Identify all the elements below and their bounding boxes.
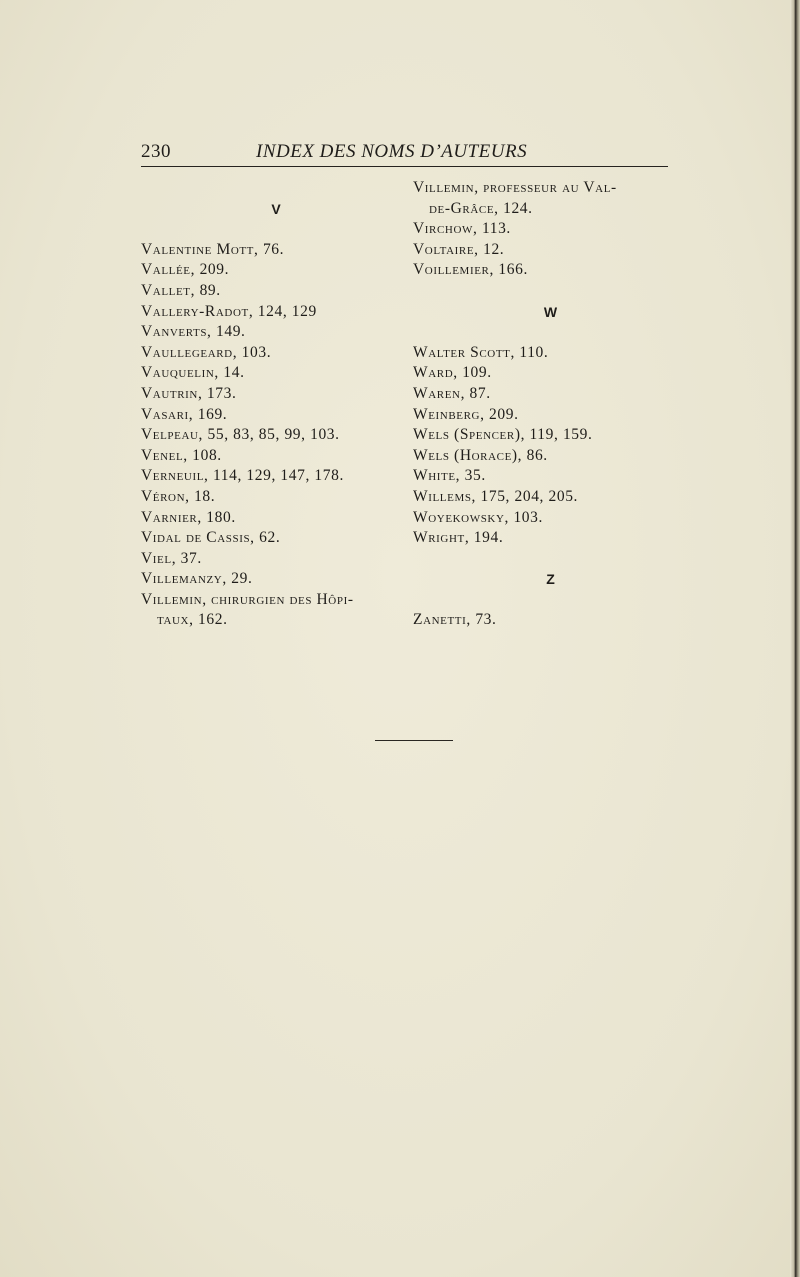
index-entry: Velpeau, 55, 83, 85, 99, 103. bbox=[141, 426, 340, 444]
index-entry: Vallet, 89. bbox=[141, 281, 221, 299]
index-entry: Vasari, 169. bbox=[141, 405, 228, 423]
index-entry: Vallée, 209. bbox=[141, 261, 230, 279]
index-entry: Voltaire, 12. bbox=[413, 240, 505, 258]
index-entry: Woyekowsky, 103. bbox=[413, 508, 543, 526]
page-number: 230 bbox=[141, 141, 171, 162]
index-entry: White, 35. bbox=[413, 467, 486, 485]
index-entry: Venel, 108. bbox=[141, 446, 222, 464]
index-entry: Walter Scott, 110. bbox=[413, 343, 549, 361]
index-entry: Villemin, chirurgien des Hôpi- bbox=[141, 590, 354, 608]
index-entry: Vaullegeard, 103. bbox=[141, 343, 272, 361]
index-entry: Weinberg, 209. bbox=[413, 405, 519, 423]
index-entry-continuation: de-Grâce, 124. bbox=[429, 199, 533, 217]
index-entry: Wels (Spencer), 119, 159. bbox=[413, 426, 593, 444]
index-entry: Viel, 37. bbox=[141, 549, 202, 567]
index-entry: Waren, 87. bbox=[413, 384, 491, 402]
index-column-right bbox=[413, 178, 688, 631]
index-entry: Willems, 175, 204, 205. bbox=[413, 487, 579, 505]
index-entry: Valentine Mott, 76. bbox=[141, 240, 285, 258]
page-title: INDEX DES NOMS D’AUTEURS bbox=[256, 141, 528, 162]
index-entry: Virchow, 113. bbox=[413, 220, 511, 238]
index-entry: Vallery-Radot, 124, 129 bbox=[141, 302, 317, 320]
index-entry: Zanetti, 73. bbox=[413, 611, 497, 629]
index-entry: Wels (Horace), 86. bbox=[413, 446, 548, 464]
index-entry: Verneuil, 114, 129, 147, 178. bbox=[141, 467, 344, 485]
section-letter-v: V bbox=[271, 200, 281, 217]
index-entry: Varnier, 180. bbox=[141, 508, 236, 526]
end-rule bbox=[375, 740, 453, 741]
page-edge bbox=[790, 0, 800, 1277]
index-entry: Vidal de Cassis, 62. bbox=[141, 529, 281, 547]
index-entry: Vauquelin, 14. bbox=[141, 364, 245, 382]
running-header bbox=[141, 141, 666, 167]
index-entry: Villemin, professeur au Val- bbox=[413, 179, 617, 196]
index-column-left bbox=[141, 178, 411, 631]
index-entry: Vautrin, 173. bbox=[141, 384, 237, 402]
index-entry: Véron, 18. bbox=[141, 487, 216, 505]
index-entry: Vanverts, 149. bbox=[141, 323, 246, 341]
header-rule bbox=[141, 166, 668, 167]
index-entry: Voillemier, 166. bbox=[413, 261, 528, 279]
index-entry: Wright, 194. bbox=[413, 529, 504, 547]
section-letter-w: W bbox=[543, 303, 558, 320]
index-entry: Villemanzy, 29. bbox=[141, 570, 253, 588]
index-entry: Ward, 109. bbox=[413, 364, 492, 382]
index-entry-continuation: taux, 162. bbox=[157, 611, 228, 629]
section-letter-z: Z bbox=[546, 571, 555, 588]
